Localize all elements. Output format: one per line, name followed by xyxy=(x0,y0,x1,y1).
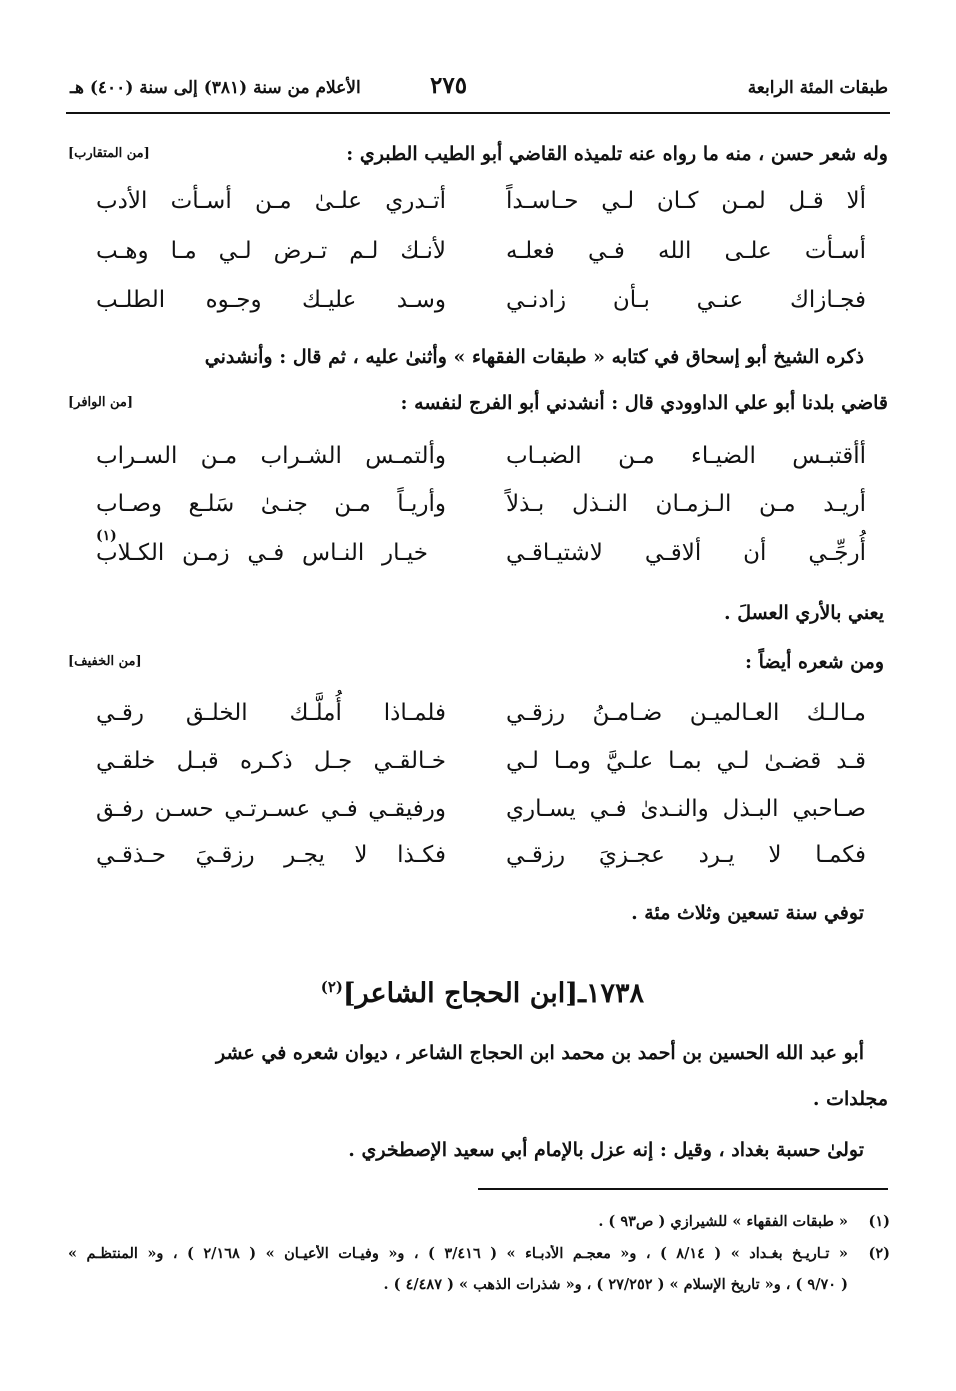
footnote-ref-2: (٢) xyxy=(320,978,343,996)
poem1-verse1-second: أتـدري علـىٰ مـن أسـأت الأدب xyxy=(96,188,446,214)
poem3-verse1-first: مـالـك العـالميـن ضـامـنُ رزقـي xyxy=(506,700,866,726)
entry-title: [ابن الحجاج الشاعر] xyxy=(342,978,579,1009)
paragraph-line: مجلدات . xyxy=(812,1088,888,1110)
death-line: توفي سنة تسعين وثلاث مئة . xyxy=(631,902,864,924)
paragraph-line: قاضي بلدنا أبو علي الداوودي قال : أنشدني أبو الفرج لنفسه : xyxy=(400,392,888,414)
poem3-verse4-second: فكـذا لا يجـر رزقـيَ حـذقـي xyxy=(96,842,446,868)
footnote-2-line2: ( ٩/٧٠ ) ، و« تاريخ الإسلام » ( ٢٧/٢٥٢ ) ، و« شذرات الذهب » ( ٤/٤٨٧ ) . xyxy=(383,1276,848,1293)
poem1-verse3-second: وسـد عليـك وجـوه الطلـب xyxy=(96,287,446,313)
footnote-rule xyxy=(478,1188,888,1190)
poem2-verse3-first: أُرجِّـي أن ألاقـي لاشتيـاقـي xyxy=(506,540,866,566)
poem3-verse1-second: فلمـاذا أُملَّـك الخلـق رقـي xyxy=(96,700,446,726)
header-range: الأعلام من سنة (٣٨١) إلى سنة (٤٠٠) هـ xyxy=(70,78,361,98)
footnote-2-line1: « تـاريـخ بغـداد » ( ٨/١٤ ) ، و« معجـم الأدبـاء » ( ٣/٤١٦ ) ، و« وفيـات الأعيـان » ( ٢/١٦٨ ) ، و« المنتظـم » xyxy=(68,1245,848,1262)
poem2-verse3-second: خيـار النـاس فـي زمـن الكـلاب xyxy=(96,540,428,566)
meter-label-1: [من المتقارب] xyxy=(68,146,150,161)
intro-line: وله شعر حسن ، منه ما رواه عنه تلميذه القاضي أبو الطيب الطبري : xyxy=(346,143,888,165)
gloss-line: يعني بالأري العسلَ . xyxy=(723,602,884,624)
poem3-verse3-first: صـاحبي البـذل والنـدىٰ فـي يسـاري xyxy=(506,796,866,822)
poem1-verse1-first: ألا قـل لمـن كـان لـي حـاسـداً xyxy=(506,188,866,214)
header-section-title: طبقات المئة الرابعة xyxy=(747,78,888,98)
paragraph-line: تولىٰ حسبة بغداد ، وقيل : إنه عزل بالإمام أبي سعيد الإصطخري . xyxy=(348,1139,864,1161)
header-rule xyxy=(66,112,890,114)
poem3-verse4-first: فكمـا لا يـرد عجـزيَ رزقـي xyxy=(506,842,866,868)
poem2-verse1-second: وألتمـس الشـراب مـن السـراب xyxy=(96,443,446,469)
entry-heading: ١٧٣٨ـ[ابن الحجاج الشاعر]$^{(٢)}$ xyxy=(320,978,644,1009)
poem2-verse2-first: أريـد مـن الـزمـان النـذل بـذلاً xyxy=(506,491,866,517)
poem1-verse2-second: لأنـك لـم تـرض لـي مـا وهـب xyxy=(96,238,446,264)
footnote-2-label: (٢) xyxy=(868,1245,890,1262)
poem1-verse2-first: أسـأت علـى الله فـي فعلـه xyxy=(506,238,866,264)
intro3-line: ومن شعره أيضاً : xyxy=(744,651,884,673)
poem3-verse2-first: قـد قضـىٰ لـي بمـا علـيَّ ومـا لـي xyxy=(506,748,866,774)
meter-label-3: [من الخفيف] xyxy=(68,654,142,669)
poem1-verse3-first: فجـازاك عنـي بـأن زادنـي xyxy=(506,287,866,313)
poem3-verse3-second: ورفيقـي فـي عسـرتـي حسـن رفـق xyxy=(96,796,446,822)
entry-number: ١٧٣٨ xyxy=(585,978,644,1009)
footnote-ref-1: (١) xyxy=(96,528,117,544)
poem2-verse1-first: أأقتبـس الضيـاء مـن الضبـاب xyxy=(506,443,866,469)
meter-label-2: [من الوافر] xyxy=(68,395,133,410)
page-number: ٢٧٥ xyxy=(430,72,468,99)
footnote-1-label: (١) xyxy=(868,1213,890,1230)
poem3-verse2-second: خـالقـي جـل ذكـره قبـل خلقـي xyxy=(96,748,446,774)
footnote-1-text: « طبقات الفقهاء » للشيرازي ( ص٩٣ ) . xyxy=(598,1213,848,1230)
paragraph-line: أبو عبد الله الحسين بن أحمد بن محمد ابن الحجاج الشاعر ، ديوان شعره في عشر xyxy=(215,1042,864,1064)
poem2-verse2-second: وأريـاً مـن جنـىٰ سَلـع وصـاب xyxy=(96,491,446,517)
paragraph-line: ذكره الشيخ أبو إسحاق في كتابه « طبقات الفقهاء » وأثنىٰ عليه ، ثم قال : وأنشدني xyxy=(204,346,864,368)
